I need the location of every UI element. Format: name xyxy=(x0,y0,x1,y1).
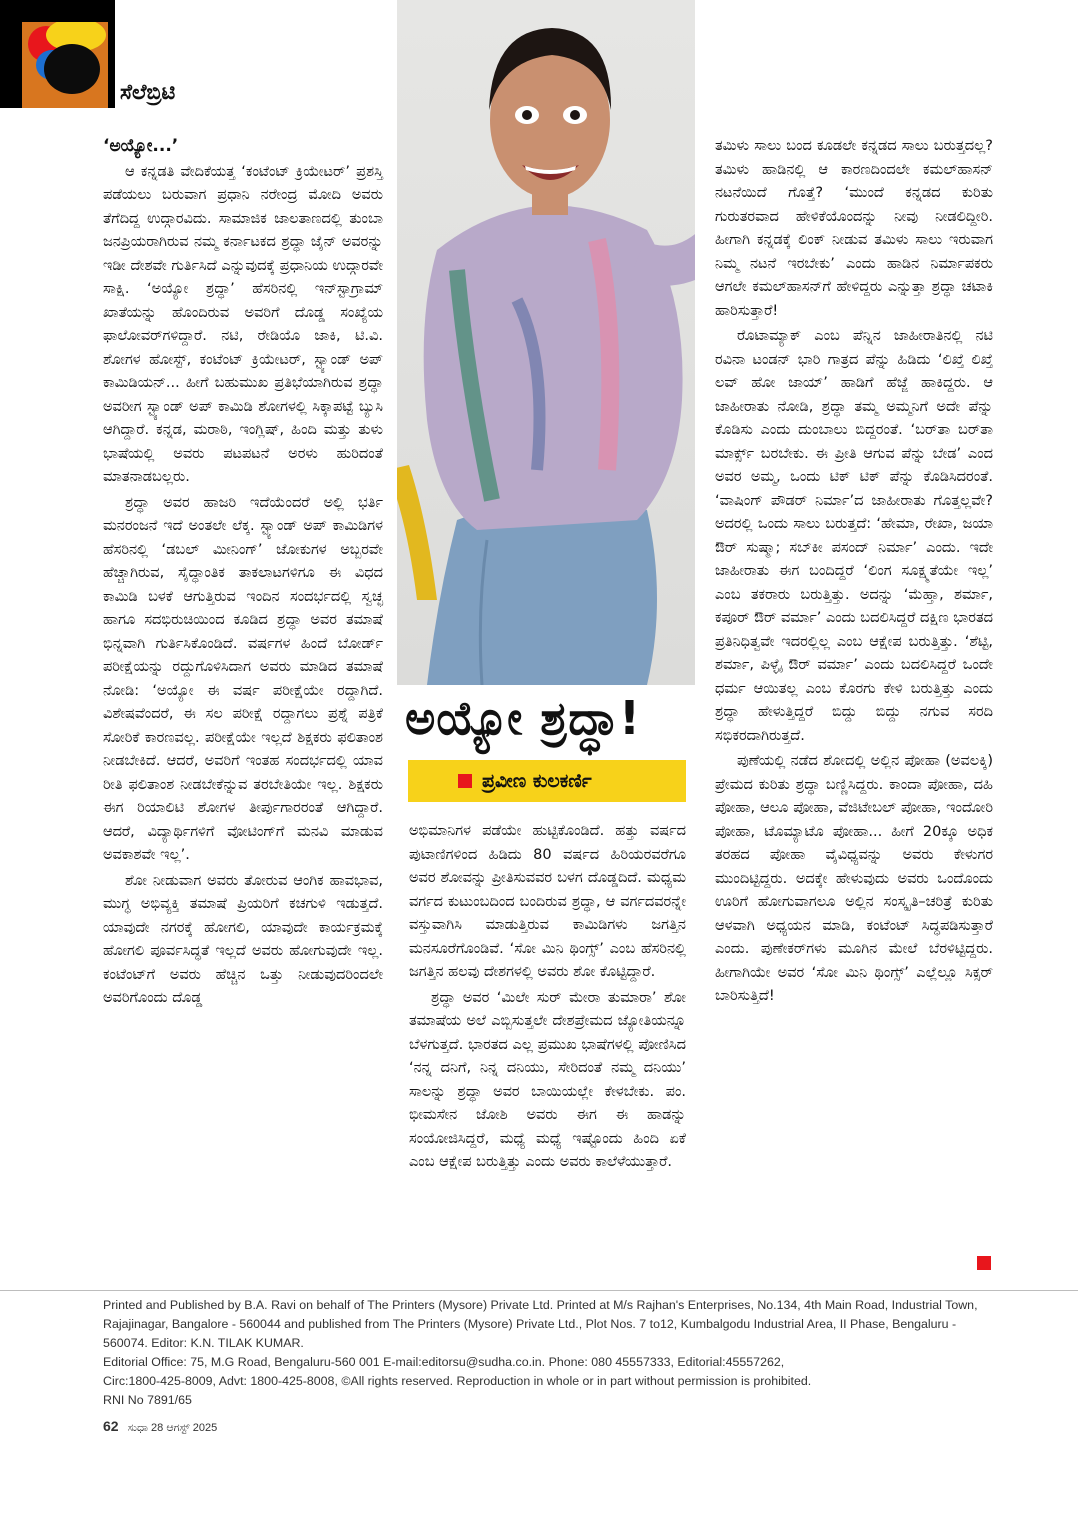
paragraph: ಶ್ರದ್ಧಾ ಅವರ ‘ಮಿಲೇ ಸುರ್ ಮೇರಾ ತುಮಾರಾ’ ಶೋ ತಮಾಷೆಯ ಅಲೆ ಎಬ್ಬಿಸುತ್ತಲೇ ದೇಶಪ್ರೇಮದ ಜ್ಯೋತಿಯನ್ನೂ ಬೆಳಗುತ್ತದೆ. ಭಾರತದ ಎಲ್ಲ ಪ್ರಮುಖ ಭಾಷೆಗಳಲ್ಲಿ ಪೋಣಿಸಿದ ‘ನನ್ನ ದನಿಗೆ, ನಿನ್ನ ದನಿಯು, ಸೇರಿದಂತೆ ನಮ್ಮ ದನಿಯು’ ಸಾಲನ್ನು ಶ್ರದ್ಧಾ ಅವರ ಬಾಯಿಯಲ್ಲೇ ಕೇಳಬೇಕು. ಪಂ. ಭೀಮಸೇನ ಜೋಶಿ ಅವರು ಈಗ ಈ ಹಾಡನ್ನು ಸಂಯೋಜಿಸಿದ್ದರೆ, ಮಧ್ಯೆ ಮಧ್ಯೆ ಇಷ್ಟೊಂದು ಹಿಂದಿ ಏಕೆ ಎಂಬ ಆಕ್ಷೇಪ ಬರುತ್ತಿತ್ತು ಎಂದು ಅವರು ಕಾಲೆಳೆಯುತ್ತಾರೆ. xyxy=(409,989,686,1170)
portrait-photo xyxy=(397,0,695,685)
paragraph: ಶೋ ನೀಡುವಾಗ ಅವರು ತೋರುವ ಆಂಗಿಕ ಹಾವಭಾವ, ಮುಗ್ಧ ಅಭಿವ್ಯಕ್ತಿ ತಮಾಷೆ ಪ್ರಿಯರಿಗೆ ಕಚಗುಳಿ ಇಡುತ್ತದೆ. ಯಾವುದೇ ನಗರಕ್ಕೆ ಹೋಗಲಿ, ಯಾವುದೇ ಕಾರ್ಯಕ್ರಮಕ್ಕೆ ಹೋಗಲಿ ಪೂರ್ವಸಿದ್ಧತೆ ಇಲ್ಲದೆ ಅವರು ಹೋಗುವುದೇ ಇಲ್ಲ. ಕಂಟೆಂಟ್‌ಗೆ ಅವರು ಹೆಚ್ಚಿನ ಒತ್ತು ನೀಡುವುದರಿಂದಲೇ ಅವರಿಗೊಂದು ದೊಡ್ಡ xyxy=(103,872,383,1006)
imprint-rni: RNI No 7891/65 xyxy=(103,1393,192,1407)
imprint-block xyxy=(103,1296,993,1410)
end-of-article-mark xyxy=(977,1256,991,1270)
page-number: 62 xyxy=(103,1418,119,1434)
imprint-contacts: Circ:1800-425-8009, Advt: 1800-425-8008, ©All rights reserved. Reproduction in whole or in part without permission is prohibited. xyxy=(103,1374,812,1388)
paragraph: ಪುಣೆಯಲ್ಲಿ ನಡೆದ ಶೋದಲ್ಲಿ ಅಲ್ಲಿನ ಪೋಹಾ (ಅವಲಕ್ಕಿ) ಪ್ರೇಮದ ಕುರಿತು ಶ್ರದ್ಧಾ ಬಣ್ಣಿಸಿದ್ದರು. ಕಾಂದಾ ಪೋಹಾ, ದಹಿ ಪೋಹಾ, ಆಲೂ ಪೋಹಾ, ವೆಜಿಟೇಬಲ್ ಪೋಹಾ, ಇಂದೋರಿ ಪೋಹಾ, ಟೊಮ್ಯಾಟೊ ಪೋಹಾ... ಹೀಗೆ 20ಕ್ಕೂ ಅಧಿಕ ತರಹದ ಪೋಹಾ ವೈವಿಧ್ಯವನ್ನು ಅವರು ಕೇಳುಗರ ಮುಂದಿಟ್ಟಿದ್ದರು. ಅದಕ್ಕೇ ಹೇಳುವುದು ಅವರು ಒಂದೊಂದು ಊರಿಗೆ ಹೋಗುವಾಗಲೂ ಅಲ್ಲಿನ ಸಂಸ್ಕೃತಿ–ಚರಿತ್ರೆ ಕುರಿತು ಆಳವಾಗಿ ಅಧ್ಯಯನ ಮಾಡಿ, ಕಂಟೆಂಟ್ ಸಿದ್ಧಪಡಿಸುತ್ತಾರೆ ಎಂದು. ಪುಣೇಕರ್‌ಗಳು ಮೂಗಿನ ಮೇಲೆ ಬೆರಳಿಟ್ಟಿದ್ದರು. ಹೀಗಾಗಿಯೇ ಅವರ ‘ಸೋ ಮಿನಿ ಥಿಂಗ್ಸ್’ ಎಲ್ಲೆಲ್ಲೂ ಸಿಕ್ಸರ್ ಬಾರಿಸುತ್ತಿದೆ! xyxy=(715,753,993,1004)
paragraph: ರೊಟಾಮ್ಯಾಕ್ ಎಂಬ ಪೆನ್ನಿನ ಜಾಹೀರಾತಿನಲ್ಲಿ ನಟಿ ರವಿನಾ ಟಂಡನ್ ಭಾರಿ ಗಾತ್ರದ ಪೆನ್ನು ಹಿಡಿದು ‘ಲಿಖ್ತೆ ಲಿಖ್ತೆ ಲವ್ ಹೋ ಜಾಯ್’ ಹಾಡಿಗೆ ಹೆಜ್ಜೆ ಹಾಕಿದ್ದರು. ಆ ಜಾಹೀರಾತು ನೋಡಿ, ಶ್ರದ್ಧಾ ತಮ್ಮ ಅಮ್ಮನಿಗೆ ಅದೇ ಪೆನ್ನು ಕೊಡಿಸು ಎಂದು ದುಂಬಾಲು ಬಿದ್ದರಂತೆ. ‘ಬರ್‌ತಾ ಬರ್‌ತಾ ಮಾರ್ಕ್ಸ್ ಬರಬೇಕು. ಈ ಪ್ರೀತಿ ಆಗುವ ಪೆನ್ನು ಬೇಡ’ ಎಂದ ಅವರ ಅಮ್ಮ, ಒಂದು ಟಿಕ್ ಟಿಕ್ ಪೆನ್ನು ಕೊಡಿಸಿದರಂತೆ. ‘ವಾಷಿಂಗ್ ಪೌಡರ್ ನಿರ್ಮಾ’ದ ಜಾಹೀರಾತು ಗೊತ್ತಲ್ಲವೇ? ಅದರಲ್ಲಿ ಒಂದು ಸಾಲು ಬರುತ್ತದೆ: ‘ಹೇಮಾ, ರೇಖಾ, ಜಯಾ ಔರ್ ಸುಷ್ಮಾ; ಸಬ್‌ಕೀ ಪಸಂದ್ ನಿರ್ಮಾ’ ಎಂದು. ಇದೇ ಜಾಹೀರಾತು ಈಗ ಬಂದಿದ್ದರೆ ‘ಲಿಂಗ ಸೂಕ್ಷ್ಮತೆಯೇ ಇಲ್ಲ’ ಎಂಬ ತಕರಾರು ಬರುತ್ತಿತ್ತು. ಅದನ್ನು ‘ಮೆಹ್ತಾ, ಶರ್ಮಾ, ಕಪೂರ್ ಔರ್ ವರ್ಮಾ’ ಎಂದು ಬದಲಿಸಿದ್ದರೆ ದಕ್ಷಿಣ ಭಾರತದ ಪ್ರತಿನಿಧಿತ್ವವೇ ಇದರಲ್ಲಿಲ್ಲ ಎಂಬ ಆಕ್ಷೇಪ ಬರುತ್ತಿತ್ತು. ‘ಶೆಟ್ಟಿ, ಶರ್ಮಾ, ಪಿಳ್ಳೈ ಔರ್ ವರ್ಮಾ’ ಎಂದು ಬದಲಿಸಿದ್ದರೆ ಒಂದೇ ಧರ್ಮ ಆಯಿತಲ್ಲ ಎಂಬ ಕೊರಗು ಕೇಳಿ ಬರುತ್ತಿತ್ತು ಎಂದು ಶ್ರದ್ಧಾ ಹೇಳುತ್ತಿದ್ದರೆ ಬಿದ್ದು ಬಿದ್ದು ನಗುವ ಸರದಿ ಸಭಿಕರದಾಗಿರುತ್ತದೆ. xyxy=(715,328,993,744)
paragraph: ಶ್ರದ್ಧಾ ಅವರ ಹಾಜರಿ ಇದೆಯೆಂದರೆ ಅಲ್ಲಿ ಭರ್ತಿ ಮನರಂಜನೆ ಇದೆ ಅಂತಲೇ ಲೆಕ್ಕ. ಸ್ಟ್ಯಾಂಡ್ ಅಪ್ ಕಾಮಿಡಿಗಳ ಹೆಸರಿನಲ್ಲಿ ‘ಡಬಲ್ ಮೀನಿಂಗ್’ ಜೋಕುಗಳ ಅಬ್ಬರವೇ ಹೆಚ್ಚಾಗಿರುವ, ಸೈದ್ಧಾಂತಿಕ ತಾಕಲಾಟಗಳಿಗೂ ಈ ವಿಧದ ಕಾಮಿಡಿ ಬಳಕೆ ಆಗುತ್ತಿರುವ ಇಂದಿನ ಸಂದರ್ಭದಲ್ಲಿ ಸ್ವಚ್ಛ ಹಾಗೂ ಸದಭಿರುಚಿಯಿಂದ ಕೂಡಿದ ಶ್ರದ್ಧಾ ಅವರ ತಮಾಷೆ ಭಿನ್ನವಾಗಿ ಗುರ್ತಿಸಿಕೊಂಡಿದೆ. ವರ್ಷಗಳ ಹಿಂದೆ ಬೋರ್ಡ್ ಪರೀಕ್ಷೆಯನ್ನು ರದ್ದುಗೊಳಿಸಿದಾಗ ಅವರು ಮಾಡಿದ ತಮಾಷೆ ನೋಡಿ: ‘ಅಯ್ಯೋ ಈ ವರ್ಷ ಪರೀಕ್ಷೆಯೇ ರದ್ದಾಗಿದೆ. ವಿಶೇಷವೆಂದರೆ, ಈ ಸಲ ಪರೀಕ್ಷೆ ರದ್ದಾಗಲು ಪ್ರಶ್ನೆ ಪತ್ರಿಕೆ ಸೋರಿಕೆ ಕಾರಣವಲ್ಲ. ಪರೀಕ್ಷೆಯೇ ಇಲ್ಲದೆ ಶಿಕ್ಷಕರು ಫಲಿತಾಂಶ ನೀಡಬೇಕಿದೆ. ಆದರೆ, ಅವರಿಗೆ ಇಂತಹ ಸಂದರ್ಭದಲ್ಲಿ ಯಾವ ರೀತಿ ಫಲಿತಾಂಶ ನೀಡಬೇಕೆನ್ನುವ ತರಬೇತಿಯೇ ಇಲ್ಲ. ಶಿಕ್ಷಕರು ಈಗ ರಿಯಾಲಿಟಿ ಶೋಗಳ ತೀರ್ಪುಗಾರರಂತೆ ಆಗಿದ್ದಾರೆ. ಆದರೆ, ವಿದ್ಯಾರ್ಥಿಗಳಿಗೆ ವೋಟಿಂಗ್‌ಗೆ ಮನವಿ ಮಾಡುವ ಅವಕಾಶವೇ ಇಲ್ಲ’. xyxy=(103,494,383,863)
paragraph: ತಮಿಳು ಸಾಲು ಬಂದ ಕೂಡಲೇ ಕನ್ನಡದ ಸಾಲು ಬರುತ್ತದಲ್ಲ? ತಮಿಳು ಹಾಡಿನಲ್ಲಿ ಆ ಕಾರಣದಿಂದಲೇ ಕಮಲ್‌ಹಾಸನ್ ನಟನೆಯಿದೆ ಗೊತ್ತೆ? ‘ಮುಂದೆ ಕನ್ನಡದ ಕುರಿತು ಗುರುತರವಾದ ಹೇಳಿಕೆಯೊಂದನ್ನು ನೀವು ನೀಡಲಿದ್ದೀರಿ. ಹೀಗಾಗಿ ಕನ್ನಡಕ್ಕೆ ಲಿಂಕ್ ನೀಡುವ ತಮಿಳು ಸಾಲು ಇರುವಾಗ ನಿಮ್ಮ ನಟನೆ ಇರಬೇಕು’ ಎಂದು ಹಾಡಿನ ನಿರ್ಮಾಪಕರು ಆಗಲೇ ಕಮಲ್‌ಹಾಸನ್‌ಗೆ ಹೇಳಿದ್ದರು ಎನ್ನುತ್ತಾ ಶ್ರದ್ಧಾ ಚಟಾಕಿ ಹಾರಿಸುತ್ತಾರೆ! xyxy=(715,138,993,319)
author-name: ಪ್ರವೀಣ ಕುಲಕರ್ಣಿ xyxy=(482,770,592,792)
section-label: ಸೆಲೆಬ್ರಿಟಿ xyxy=(120,80,176,104)
footer-divider xyxy=(0,1290,1078,1291)
byline-bullet-icon xyxy=(458,774,472,788)
paragraph: ಅಭಿಮಾನಿಗಳ ಪಡೆಯೇ ಹುಟ್ಟಿಕೊಂಡಿದೆ. ಹತ್ತು ವರ್ಷದ ಪುಟಾಣಿಗಳಿಂದ ಹಿಡಿದು 80 ವರ್ಷದ ಹಿರಿಯರವರೆಗೂ ಅವರ ಶೋವನ್ನು ಪ್ರೀತಿಸುವವರ ಬಳಗ ದೊಡ್ಡದಿದೆ. ಮಧ್ಯಮ ವರ್ಗದ ಕುಟುಂಬದಿಂದ ಬಂದಿರುವ ಶ್ರದ್ಧಾ, ಆ ವರ್ಗದವರನ್ನೇ ವಸ್ತುವಾಗಿಸಿ ಮಾಡುತ್ತಿರುವ ಕಾಮಿಡಿಗಳು ಜಗತ್ತಿನ ಮನಸೂರೆಗೊಂಡಿವೆ. ‘ಸೋ ಮಿನಿ ಥಿಂಗ್ಸ್’ ಎಂಬ ಹೆಸರಿನಲ್ಲಿ ಜಗತ್ತಿನ ಹಲವು ದೇಶಗಳಲ್ಲಿ ಅವರು ಶೋ ಕೊಟ್ಟಿದ್ದಾರೆ. xyxy=(409,823,686,980)
byline-bar xyxy=(408,760,686,802)
imprint-editorial: Editorial Office: 75, M.G Road, Bengaluru-560 001 E-mail:editorsu@sudha.co.in. Phone: 080 45557333, Editorial:45557262, xyxy=(103,1355,785,1369)
article-column-2 xyxy=(409,820,686,1177)
logo-artwork xyxy=(22,22,108,108)
magazine-logo xyxy=(0,0,115,108)
page-folio xyxy=(103,1418,217,1435)
article-column-1 xyxy=(103,135,383,1013)
subhead: ‘ಅಯ್ಯೋ...’ xyxy=(103,136,179,156)
issue-date: ಸುಧಾ 28 ಆಗಸ್ಟ್ 2025 xyxy=(127,1422,218,1434)
article-title: ಅಯ್ಯೋ ಶ್ರದ್ಧಾ! xyxy=(405,691,642,745)
paragraph: ಆ ಕನ್ನಡತಿ ವೇದಿಕೆಯತ್ತ ‘ಕಂಟೆಂಟ್ ಕ್ರಿಯೇಟರ್’ ಪ್ರಶಸ್ತಿ ಪಡೆಯಲು ಬರುವಾಗ ಪ್ರಧಾನಿ ನರೇಂದ್ರ ಮೋದಿ ಅವರು ತೆಗೆದಿದ್ದ ಉದ್ಗಾರವಿದು. ಸಾಮಾಜಿಕ ಜಾಲತಾಣದಲ್ಲಿ ತುಂಬಾ ಜನಪ್ರಿಯರಾಗಿರುವ ನಮ್ಮ ಕರ್ನಾಟಕದ ಶ್ರದ್ಧಾ ಜೈನ್ ಅವರನ್ನು ಇಡೀ ದೇಶವೇ ಗುರ್ತಿಸಿದೆ ಎನ್ನುವುದಕ್ಕೆ ಪ್ರಧಾನಿಯ ಉದ್ಗಾರವೇ ಸಾಕ್ಷಿ. ‘ಅಯ್ಯೋ ಶ್ರದ್ಧಾ’ ಹೆಸರಿನಲ್ಲಿ ಇನ್‌ಸ್ಟಾಗ್ರಾಮ್ ಖಾತೆಯನ್ನು ಹೊಂದಿರುವ ಅವರಿಗೆ ದೊಡ್ಡ ಸಂಖ್ಯೆಯ ಫಾಲೋವರ್‌ಗಳಿದ್ದಾರೆ. ನಟಿ, ರೇಡಿಯೊ ಜಾಕಿ, ಟಿ.ವಿ. ಶೋಗಳ ಹೋಸ್ಟ್, ಕಂಟೆಂಟ್ ಕ್ರಿಯೇಟರ್, ಸ್ಟ್ಯಾಂಡ್ ಅಪ್ ಕಾಮಿಡಿಯನ್... ಹೀಗೆ ಬಹುಮುಖ ಪ್ರತಿಭೆಯಾಗಿರುವ ಶ್ರದ್ಧಾ ಅವರೀಗ ಸ್ಟ್ಯಾಂಡ್ ಅಪ್ ಕಾಮಿಡಿ ಶೋಗಳಲ್ಲಿ ಸಿಕ್ಕಾಪಟ್ಟೆ ಬ್ಯುಸಿ ಆಗಿದ್ದಾರೆ. ಕನ್ನಡ, ಮರಾಠಿ, ಇಂಗ್ಲಿಷ್, ಹಿಂದಿ ಮತ್ತು ತುಳು ಭಾಷೆಯಲ್ಲಿ ಅವರು ಪಟಪಟನೆ ಅರಳು ಹುರಿದಂತೆ ಮಾತನಾಡಬಲ್ಲರು. xyxy=(103,163,383,485)
imprint-publisher: Printed and Published by B.A. Ravi on behalf of The Printers (Mysore) Private Ltd. Printed at M/s Rajhan's Enterprises, No.134, 4th Main Road, Industrial Town, Rajajinagar, Bangalore - 560044 and published from The Printers (Mysore) Private Ltd., Plot Nos. 7 to12, Kumbalgodu Industrial Area, II Phase, Bengaluru - 560074. Editor: K.N. TILAK KUMAR. xyxy=(103,1298,978,1350)
article-column-3 xyxy=(715,135,993,1011)
